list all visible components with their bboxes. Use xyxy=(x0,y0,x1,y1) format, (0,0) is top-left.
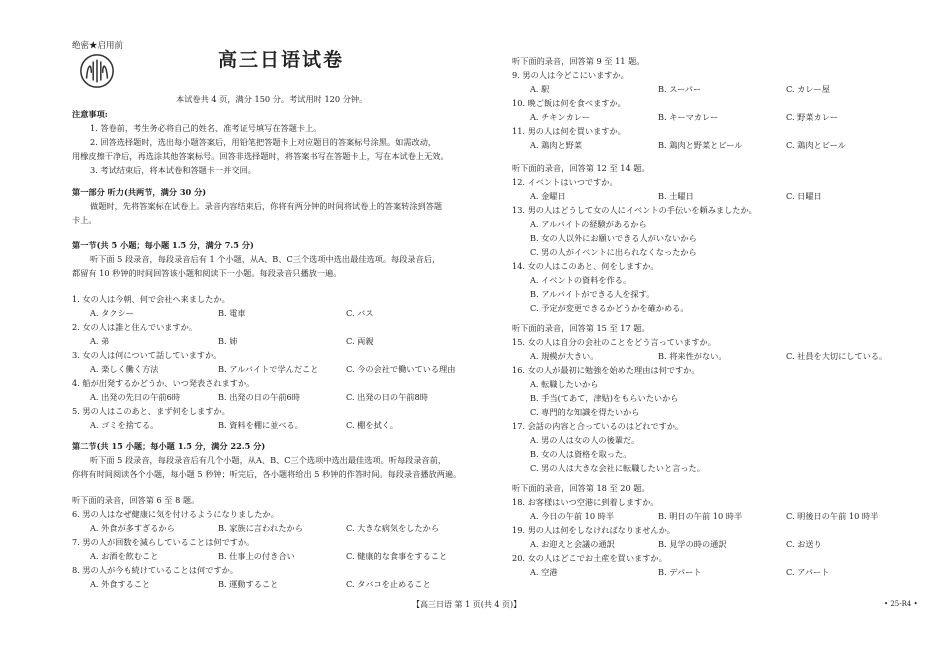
option-c: C. 専門的な知識を得たいから xyxy=(530,407,640,417)
option-b: B. アルバイトができる人を探す。 xyxy=(530,289,655,299)
group-lead: 听下面的录音，回答第 12 至 14 题。 xyxy=(512,163,650,173)
question-text: 3. 女の人は何について話していますか。 xyxy=(72,350,222,360)
question-text: 16. 女の人が最初に勉強を始めた理由は何ですか。 xyxy=(512,365,700,375)
option-c: C. 社員を大切にしている。 xyxy=(786,351,888,361)
option-b: B. 手当(てあて，津贴)をもらいたいから xyxy=(530,393,679,403)
option-a: A. 外食すること xyxy=(90,579,151,589)
option-c: C. 棚を拭く。 xyxy=(346,420,398,430)
option-b: B. 資料を棚に並べる。 xyxy=(218,420,303,430)
part1-intro: 做题时，先将答案标在试卷上。录音内容结束后，你将有两分钟的时间将试卷上的答案转涂到答题 xyxy=(90,201,443,211)
section1-intro: 听下面 5 段录音，每段录音后有 1 个小题，从A、B、C三个选项中选出最佳选项。每段录音后， xyxy=(90,254,441,264)
option-b: B. アルバイトで学んだこと xyxy=(218,364,319,374)
option-c: C. 健康的な食事をすること xyxy=(346,551,448,561)
question-text: 17. 会話の内容と合っているのはどれですか。 xyxy=(512,421,684,431)
option-b: B. 電車 xyxy=(218,308,246,318)
question-text: 8. 男の人が今も続けていることは何ですか。 xyxy=(72,565,238,575)
option-a: A. ゴミを捨てる。 xyxy=(90,420,159,430)
note-item: 3. 考试结束后，将本试卷和答题卡一并交回。 xyxy=(90,165,256,175)
option-a: A. お酒を飲むこと xyxy=(90,551,159,561)
question-text: 6. 男の人はなぜ健康に気を付けるようになりましたか。 xyxy=(72,509,279,519)
option-a: A. 出発の先日の午前6時 xyxy=(90,392,181,402)
option-c: C. カレー屋 xyxy=(786,84,830,94)
section1-title: 第一节(共 5 小题；每小题 1.5 分，满分 7.5 分) xyxy=(72,240,254,250)
secret-label: 绝密★启用前 xyxy=(72,41,124,51)
option-c: C. 出発の日の午前8時 xyxy=(346,392,428,402)
notes-title: 注意事项: xyxy=(72,109,108,119)
option-a: A. 転職したいから xyxy=(530,379,599,389)
note-item: 1. 答卷前，考生务必将自己的姓名、准考证号填写在答题卡上。 xyxy=(90,123,322,133)
option-a: A. 今日の午前 10 時半 xyxy=(530,511,615,521)
page-title: 高三日语试卷 xyxy=(218,49,345,71)
option-c: C. 今の会社で働いている理由 xyxy=(346,364,456,374)
option-c: C. バス xyxy=(346,308,374,318)
question-text: 5. 男の人はこのあと、まず何をしますか。 xyxy=(72,406,230,416)
option-a: A. チキンカレー xyxy=(530,112,591,122)
option-b: B. 見学の時の通訳 xyxy=(658,539,727,549)
option-c: C. 大きな病気をしたから xyxy=(346,523,440,533)
option-b: B. 将来性がない。 xyxy=(658,351,727,361)
option-c: C. 男の人は大きな会社に転職したいと言った。 xyxy=(530,463,705,473)
option-a: A. 楽しく働く方法 xyxy=(90,364,159,374)
section1-intro: 都留有 10 秒钟的时间回答该小题和阅读下一小题。每段录音只播放一遍。 xyxy=(72,268,342,278)
option-c: C. タバコを止めること xyxy=(346,579,431,589)
question-text: 15. 女の人は自分の会社のことをどう言っていますか。 xyxy=(512,337,716,347)
note-item: 2. 回答选择题时，选出每小题答案后，用铅笔把答题卡上对应题目的答案标号涂黑。如需改动， xyxy=(90,137,437,147)
option-b: B. 明日の午前 10 時半 xyxy=(658,511,743,521)
option-b: B. 家族に言われたから xyxy=(218,523,303,533)
option-c: C. 鶏肉とビール xyxy=(786,140,846,150)
option-a: A. アルバイトの経験があるから xyxy=(530,219,647,229)
section2-title: 第二节(共 15 小题；每小题 1.5 分，满分 22.5 分) xyxy=(72,441,266,451)
question-text: 13. 男の人はどうして女の人にイベントの手伝いを頼みましたか。 xyxy=(512,205,757,215)
option-a: A. イベントの資料を作る。 xyxy=(530,275,632,285)
option-c: C. アパート xyxy=(786,567,830,577)
page-footer: 【高三日语 第 1 页(共 4 页)】 xyxy=(412,600,522,609)
option-c: C. 予定が変更できるかどうかを確かめる。 xyxy=(530,303,689,313)
question-text: 11. 男の人は何を買いますか。 xyxy=(512,126,626,136)
part1-intro: 卡上。 xyxy=(72,215,97,225)
option-c: C. 日曜日 xyxy=(786,191,822,201)
option-b: B. 女の人以外にお願いできる人がいないから xyxy=(530,233,697,243)
question-text: 12. イベントはいつですか。 xyxy=(512,177,618,187)
option-b: B. 出発の日の午前6時 xyxy=(218,392,300,402)
group-lead: 听下面的录音，回答第 15 至 17 题。 xyxy=(512,323,650,333)
group-lead: 听下面的录音，回答第 18 至 20 题。 xyxy=(512,483,650,493)
option-a: A. 空港 xyxy=(530,567,558,577)
option-b: B. スーパー xyxy=(658,84,702,94)
question-text: 7. 男の人が回数を減らしていることは何ですか。 xyxy=(72,537,255,547)
option-c: C. お送り xyxy=(786,539,822,549)
option-b: B. 姉 xyxy=(218,336,238,346)
exam-info: 本试卷共 4 页，满分 150 分。考试用时 120 分钟。 xyxy=(176,94,368,104)
option-a: A. 駅 xyxy=(530,84,550,94)
option-a: A. 弟 xyxy=(90,336,110,346)
group-lead: 听下面的录音，回答第 9 至 11 题。 xyxy=(512,56,645,66)
exam-logo-icon xyxy=(78,52,116,90)
option-a: A. お迎えと会議の通訳 xyxy=(530,539,615,549)
option-a: A. 外食が多すぎるから xyxy=(90,523,175,533)
paper-code: • 25-R4 • xyxy=(884,600,918,608)
option-a: A. 金曜日 xyxy=(530,191,566,201)
note-item: 用橡皮擦干净后，再选涂其他答案标号。回答非选择题时，将答案书写在答题卡上，写在本试卷上无效。 xyxy=(72,151,449,161)
option-c: C. 野菜カレー xyxy=(786,112,839,122)
option-b: B. デパート xyxy=(658,567,702,577)
question-text: 14. 女の人はこのあと、何をしますか。 xyxy=(512,261,659,271)
option-b: B. 土曜日 xyxy=(658,191,694,201)
option-a: A. タクシー xyxy=(90,308,134,318)
option-b: B. 仕事上の付き合い xyxy=(218,551,295,561)
question-text: 19. 男の人は何をしなければなりませんか。 xyxy=(512,525,675,535)
question-text: 2. 女の人は誰と住んでいますか。 xyxy=(72,322,198,332)
question-text: 20. 女の人はどこでお土産を買いますか。 xyxy=(512,553,667,563)
section2-intro: 你将有时间阅读各个小题，每小题 5 秒钟；听完后，各小题将给出 5 秒钟的作答时间。每段录音播放两遍。 xyxy=(72,469,462,479)
question-text: 9. 男の人は今どこにいますか。 xyxy=(512,70,629,80)
option-c: C. 明後日の午前 10 時半 xyxy=(786,511,879,521)
section2-intro: 听下面 5 段录音，每段录音后有几个小题，从A、B、C三个选项中选出最佳选项。听每段录音前， xyxy=(90,455,447,465)
option-a: A. 男の人は女の人の後輩だ。 xyxy=(530,435,640,445)
option-a: A. 鶏肉と野菜 xyxy=(530,140,583,150)
question-text: 4. 船が出発するかどうか、いつ発表されますか。 xyxy=(72,378,255,388)
option-b: B. 鶏肉と野菜とビール xyxy=(658,140,743,150)
option-b: B. 女の人は資格を取った。 xyxy=(530,449,632,459)
part1-title: 第一部分 听力(共两节，满分 30 分) xyxy=(72,187,207,197)
option-c: C. 両親 xyxy=(346,336,374,346)
group-lead: 听下面的录音，回答第 6 至 8 题。 xyxy=(72,495,200,505)
question-text: 10. 晩ご飯は何を食べますか。 xyxy=(512,98,626,108)
option-a: A. 規模が大きい。 xyxy=(530,351,599,361)
option-b: B. キーマカレー xyxy=(658,112,719,122)
question-text: 18. お客様はいつ空港に到着しますか。 xyxy=(512,497,659,507)
question-text: 1. 女の人は今朝、何で会社へ来ましたか。 xyxy=(72,294,230,304)
option-b: B. 運動すること xyxy=(218,579,279,589)
option-c: C. 男の人がイベントに出られなくなったから xyxy=(530,247,697,257)
